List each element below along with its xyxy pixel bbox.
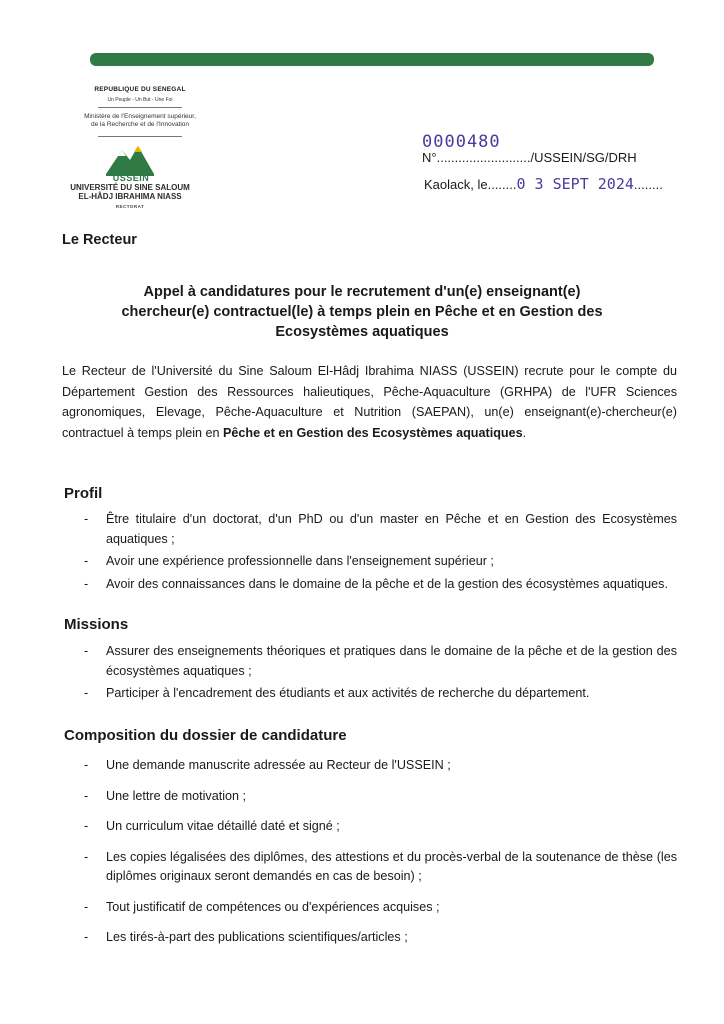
list-item: - Les copies légalisées des diplômes, des attestions et du procès-verbal de la soutenance de thèse (les diplômes originaux seront demandés en cas de besoin) ; xyxy=(84,848,677,887)
list-item: - Les tirés-à-part des publications scientifiques/articles ; xyxy=(84,928,677,948)
section-heading-missions: Missions xyxy=(64,616,129,633)
ministry-name xyxy=(55,113,225,129)
university-acronym: USSEIN xyxy=(112,173,150,183)
section-heading-profil: Profil xyxy=(64,485,103,502)
reference-stamp: 0000480 xyxy=(422,132,501,152)
section-heading-dossier: Composition du dossier de candidature xyxy=(64,727,347,744)
list-item: - Avoir des connaissances dans le domaine de la pêche et de la gestion des écosystèmes aquatiques. xyxy=(84,575,677,595)
country-name: REPUBLIQUE DU SENEGAL xyxy=(94,86,186,93)
ministry-line-1: Ministère de l'Enseignement supérieur, xyxy=(84,113,196,120)
list-item: - Une lettre de motivation ; xyxy=(84,787,677,807)
list-item: - Participer à l'encadrement des étudiants et aux activités de recherche du département. xyxy=(84,684,677,704)
university-line-1: UNIVERSITÉ DU SINE SALOUM xyxy=(70,183,190,192)
place-date-line xyxy=(424,175,663,193)
missions-list xyxy=(84,642,677,704)
title-line-2: chercheur(e) contractuel(le) à temps plein en Pêche et en Gestion des xyxy=(121,304,603,320)
title-line-3: Ecosystèmes aquatiques xyxy=(275,324,449,340)
list-item: - Assurer des enseignements théoriques et pratiques dans le domaine de la pêche et de la gestion des écosystèmes aquatiques ; xyxy=(84,642,677,681)
place-dots: ........ xyxy=(487,177,517,192)
profil-list xyxy=(84,510,677,594)
list-item: - Être titulaire d'un doctorat, d'un PhD ou d'un master en Pêche et en Gestion des Ecosystèmes aquatiques ; xyxy=(84,510,677,549)
intro-end: . xyxy=(522,425,527,440)
sender-title: Le Recteur xyxy=(62,232,137,248)
reference-line xyxy=(422,150,637,165)
title-line-1: Appel à candidatures pour le recrutement d'un(e) enseignant(e) xyxy=(143,284,581,300)
list-item: - Une demande manuscrite adressée au Recteur de l'USSEIN ; xyxy=(84,756,677,776)
header-divider xyxy=(98,107,182,108)
date-stamp: 0 3 SEPT 2024 xyxy=(516,175,634,193)
list-item: - Tout justificatif de compétences ou d'expériences acquises ; xyxy=(84,898,677,918)
university-line-2: EL-HÂDJ IBRAHIMA NIASS xyxy=(78,192,182,201)
list-item: - Avoir une expérience professionnelle dans l'enseignement supérieur ; xyxy=(84,552,677,572)
place-dots: ........ xyxy=(633,177,663,192)
document-title xyxy=(62,282,662,342)
dossier-list xyxy=(84,756,677,948)
place-prefix: Kaolack, le xyxy=(424,177,488,192)
intro-text: Le Recteur de l'Université du Sine Saloum El-Hâdj Ibrahima NIASS (USSEIN) recrute pour le compte du Département Gestion des Ressources halieutiques, Pêche-Aquaculture (GRHPA) de l'UFR Sciences agronomiques, Elevage, Pêche-Aquaculture et Nutrition (SAEPAN), un(e) enseignant(e)-chercheur(e) contractuel à temps plein en xyxy=(62,364,677,440)
national-motto: Un Peuple - Un But - Une Foi xyxy=(107,97,173,103)
reference-suffix: /USSEIN/SG/DRH xyxy=(530,150,637,165)
header-green-bar xyxy=(90,53,654,66)
reference-dots: .......................... xyxy=(436,150,531,165)
ministry-line-2: de la Recherche et de l'Innovation xyxy=(90,121,190,128)
intro-paragraph xyxy=(62,361,677,443)
list-item: - Un curriculum vitae détaillé daté et signé ; xyxy=(84,817,677,837)
header-divider xyxy=(98,136,182,137)
university-name xyxy=(50,183,210,201)
intro-bold-text: Pêche et en Gestion des Ecosystèmes aquatiques xyxy=(223,425,523,440)
office-name: RECTORAT xyxy=(115,204,145,209)
reference-prefix: N° xyxy=(422,150,437,165)
